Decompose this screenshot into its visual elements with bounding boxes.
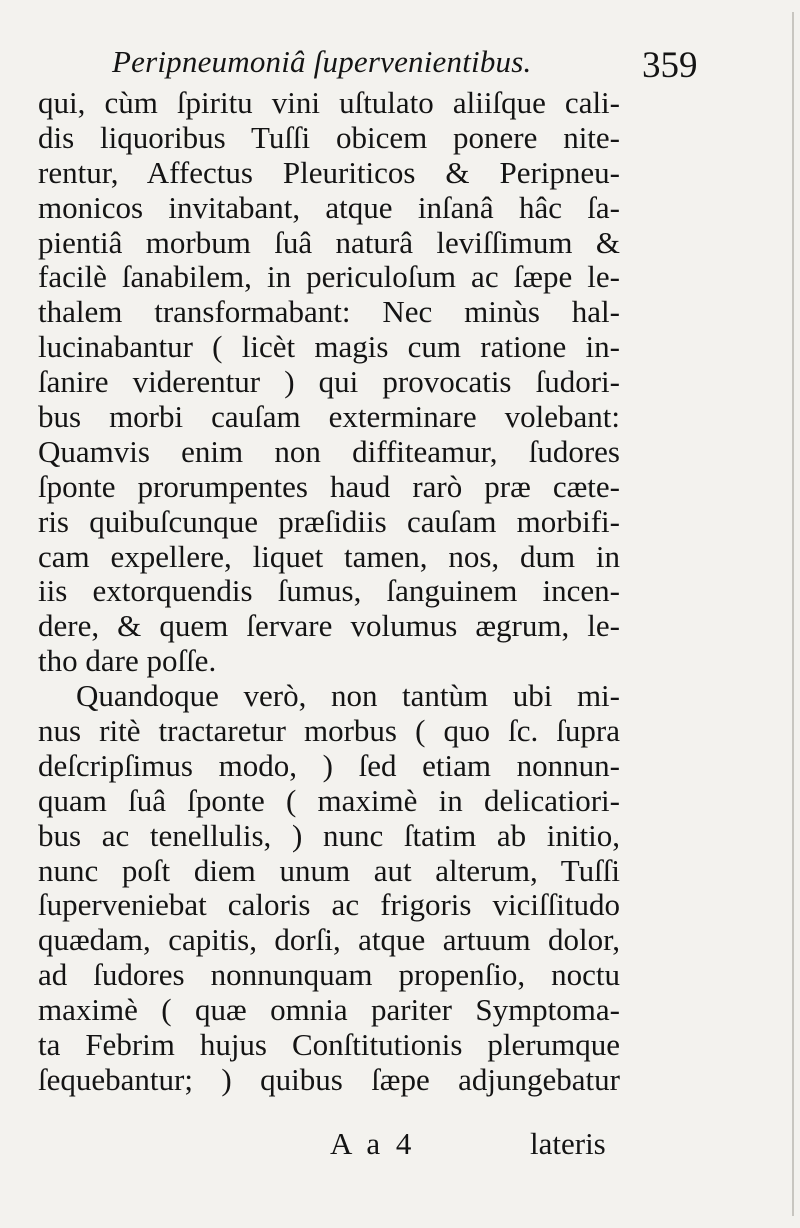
text-line: ſponte prorumpentes haud rarò præ cæte- [38,468,620,504]
text-line: qui, cùm ſpiritu vini uſtulato aliiſque cali- [38,85,620,120]
text-line: quædam, capitis, dorſi, atque artuum dolor, [38,922,620,958]
text-line: cam expellere, liquet tamen, nos, dum in [38,538,620,574]
text-line: rentur, Affectus Pleuriticos & Peripneu- [38,154,620,190]
text-line: ta Febrim hujus Conſtitutionis plerumque [38,1027,620,1063]
text-line: ſequebantur; ) quibus ſæpe adjungebatur [38,1061,620,1097]
text-line: dere, & quem ſervare volumus ægrum, le- [38,608,620,644]
text-line: facilè ſanabilem, in periculoſum ac ſæpe le- [38,259,620,295]
text-line: bus ac tenellulis, ) nunc ſtatim ab initio, [38,817,620,853]
text-line: iis extorquendis ſumus, ſanguinem incen- [38,573,620,609]
page-edge-shadow [792,12,794,1216]
text-line: ſuperveniebat caloris ac frigoris viciſſitudo [38,887,620,923]
text-line: ris quibuſcunque præſidiis cauſam morbifi- [38,503,620,539]
text-line: ſanire viderentur ) qui provocatis ſudori- [38,364,620,400]
page-number: 359 [642,45,698,86]
text-line: bus morbi cauſam exterminare volebant: [38,399,620,435]
text-line: tho dare poſſe. [38,643,217,679]
text-line: monicos invitabant, atque inſanâ hâc ſa- [38,189,620,225]
text-line: Quandoque verò, non tantùm ubi mi- [76,678,620,714]
text-line: ad ſudores nonnunquam propenſio, noctu [38,957,620,993]
running-title: Peripneumoniâ ſupervenientibus. [112,44,532,79]
text-line: pientiâ morbum ſuâ naturâ leviſſimum & [38,224,620,260]
page-footer [0,1118,800,1168]
text-line: nunc poſt diem unum aut alterum, Tuſſi [38,852,620,888]
body-text [38,86,620,1098]
text-line: Quamvis enim non diffiteamur, ſudores [38,433,620,469]
text-line: maximè ( quæ omnia pariter Symptoma- [38,992,620,1028]
text-line: quam ſuâ ſponte ( maximè in delicatiori- [38,782,620,818]
page-header [0,38,800,88]
catchword: lateris [530,1126,606,1161]
text-line: nus ritè tractaretur morbus ( quo ſc. ſupra [38,713,620,749]
signature-mark: A a 4 [330,1126,416,1161]
text-line: lucinabantur ( licèt magis cum ratione in- [38,329,620,365]
text-line: deſcripſimus modo, ) ſed etiam nonnun- [38,747,620,783]
text-line: dis liquoribus Tuſſi obicem ponere nite- [38,119,620,155]
text-line: thalem transformabant: Nec minùs hal- [38,294,620,330]
